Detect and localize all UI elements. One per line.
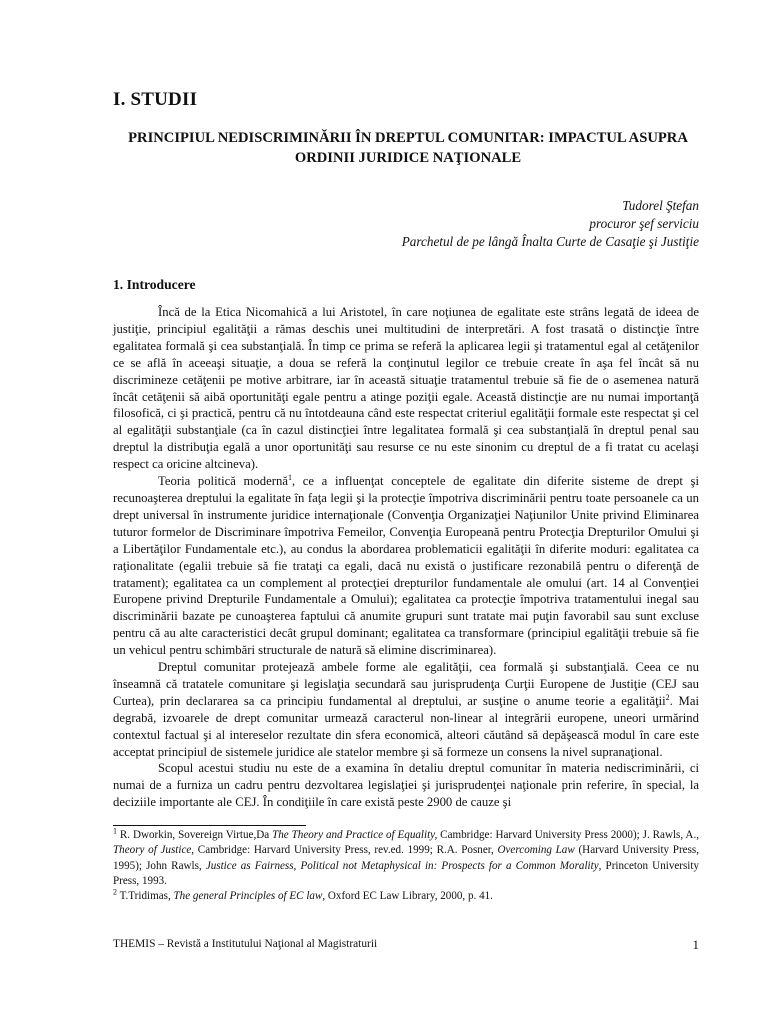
section-heading-introducere: 1. Introducere [113,277,196,292]
footnote-title: Theory of Justice [113,844,192,857]
footnote-segment: , Oxford EC Law Library, 2000, p. 41. [322,890,493,903]
paragraph [113,659,699,760]
footnote-segment: T.Tridimas, [117,890,174,903]
footnote-ref[interactable]: 2 [665,692,670,702]
footnote-ref[interactable]: 1 [287,472,292,482]
footnote-mark: 2 [113,887,117,897]
footnote-segment: , Cambridge: Harvard University Press, rev.ed. 1999; R.A. Posner, [191,844,498,857]
page-number: 1 [692,937,699,952]
footnote-segment: Cambridge: Harvard University Press 2000); J. Rawls, A., [437,829,699,841]
footnote-mark: 1 [113,826,117,836]
paragraph [113,473,699,659]
footnote-separator [113,825,306,826]
footnote-text [117,890,493,902]
author-name: Tudorel Ştefan [622,198,699,213]
paragraph-text: Dreptul comunitar protejează ambele forme ale egalităţii, cea formală şi substanţială. Ceea ce nu înseamnă că tratatele comunitare şi legislaţia secundară sau jurisprudenţa Curţii Europene de Justiţie (CEJ sau Curtea), prin declararea sa ca principiu fundamental al dreptului, ar susţine o anume teorie a egalităţii [113,660,699,708]
paragraph-text: Teoria politică modernă [158,474,288,489]
footnotes [113,828,699,904]
section-title: I. STUDII [113,89,198,110]
article-title: PRINCIPIUL NEDISCRIMINĂRII ÎN DREPTUL COMUNITAR: IMPACTUL ASUPRA ORDINII JURIDICE NAŢIONALE [128,130,688,166]
author-position: procuror şef serviciu [589,216,699,231]
paragraph-text: , ce a influenţat conceptele de egalitate din diferite sisteme de drept şi recunoaşterea dreptului la egalitate în faţa legii şi la protecţie împotriva discriminării pentru toate persoanele ca un drept universal în instrumente juridice internaţionale (Convenţia Organizaţiei Naţiunilor Unite privind Eliminarea tuturor formelor de Discriminare împotriva Femeilor, Convenţia Europeană pentru Protecţia Drepturilor Omului şi a Libertăţilor Fundamentale etc.), au condus la abordarea problematicii egalităţii în diferite moduri: egalitatea ca raţionalitate (egalii trebuie să fie trataţi ca egali, dacă nu există o justificare rezonabilă pentru o diferenţă de tratament); egalitatea ca un complement al protecţiei drepturilor fundamentale ale omului (art. 14 al Convenţiei Europene privind Drepturile Fundamentale a Omului); egalitatea ca protecţie împotriva tratamentului inegal sau discriminării bazate pe cunoaşterea faptului că anumite grupuri sunt tratate mai puţin favorabil sau sunt excluse pentru că au alte caracteristici decât grupul dominant; egalitatea ca transformare (principiul egalităţii trebuie să fie un vehicul pentru schimbări structurale de natură să elimine discriminarea). [113,474,699,658]
footnote-segment: (Harvard University Press, 1995); John Rawls, [113,844,699,872]
paragraph [113,760,699,811]
footnote-segment: , Princeton University Press, 1993. [113,859,700,887]
paragraph-text: Scopul acestui studiu nu este de a examina în detaliu dreptul comunitar în materia nediscriminării, ci numai de a furniza un cadru pentru dezvoltarea legislaţiei şi jurisprudenţei naţionale prin referire, în special, la deciziile importante ale CEJ. În condiţiile în care există peste 2900 de cauze şi [113,761,699,810]
footnote-segment: R. Dworkin, Sovereign Virtue,Da [117,829,273,841]
footnote-title: The Theory and Practice of Equality, [272,829,438,841]
author-institution: Parchetul de pe lângă Înalta Curte de Casaţie şi Justiţie [401,234,699,249]
footnote-title: Overcoming Law [497,844,575,857]
body-text [113,304,699,811]
footnote-title: The general Principles of EC law [173,890,323,903]
paragraph [113,304,699,473]
footnote-title: Justice as Fairness, Political not Metaphysical in: Prospects for a Common Morality [205,859,599,872]
paragraph-text: . Mai degrabă, izvoarele de drept comunitar urmează caracterul non-linear al integrării europene, uneori urmărind contextul factual şi al intereselor rezultate din sfera economică, alteori căutând să depăşească modul în care este acceptat principiul de sistemele juridice ale statelor membre şi să formeze un consens la nivel supranaţional. [113,693,699,759]
paragraph-text: Încă de la Etica Nicomahică a lui Aristotel, în care noţiunea de egalitate este strâns legată de ideea de justiţie, principiul egalităţii a rămas deschis unei multitudini de interpretări. A fost trasată o distincţie între egalitatea formală şi cea substanţială. În timp ce prima se referă la aplicarea legii şi tratamentul egal al cetăţenilor ce se află în aceeaşi situaţie, a doua se referă la conţinutul legilor ce trebuie create în aşa fel încât să nu discrimineze cetăţenii pe motive arbitrare, iar în această situaţie tratamentul trebuie să fie de o asemenea natură încât cetăţenii să aibă oportunităţi egale pentru a atinge poziţii egale. Această distincţie are nu numai importanţă filosofică, ci şi practică, pentru că nu întotdeauna când este respectat criteriul egalităţii formale este respectat şi cel al egalităţii substanţiale (ca în cazul distincţiei între legalitatea formală şi cea substanţială în dreptul penal sau dreptul la distribuţia egală a unor oportunităţi sau resurse ce nu este sinonim cu dreptul de a fi tratat cu acelaşi respect ca oricine altcineva). [113,305,699,472]
footer-journal: THEMIS – Revistă a Institutului Naţional al Magistraturii [113,938,378,950]
author-block [402,197,699,251]
footnote-text [113,829,699,887]
footnote [113,889,699,904]
footnote [113,828,699,889]
